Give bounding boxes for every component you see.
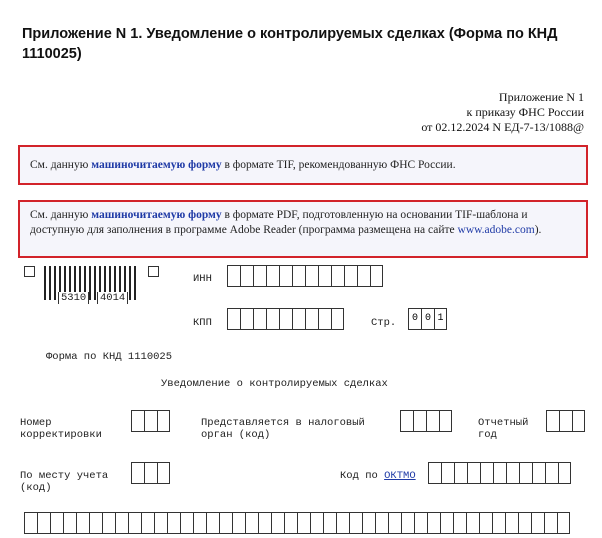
notice-tif-link[interactable]: машиночитаемую форму [91,159,222,171]
page-title: Приложение N 1. Уведомление о контролируемых сделках (Форма по КНД 1110025) [22,26,558,62]
tax-organ-label: Представляется в налоговый орган (код) [201,417,365,441]
page-cells[interactable] [408,308,447,330]
oktmo-cells[interactable] [428,462,571,484]
place-label: По месту учета (код) [20,470,109,494]
page-digit-2: 0 [421,308,434,330]
adobe-site-link[interactable]: www.adobe.com [457,224,535,236]
appendix-line-3: от 02.12.2024 N ЕД-7-13/1088@ [421,120,584,134]
notice-pdf-end: ). [534,224,542,236]
notice-tif-prefix: См. данную [30,159,92,171]
page-digit-3: 1 [434,308,447,330]
form-knd: Форма по КНД 1110025 [46,351,173,363]
kpp-label: КПП [193,317,212,329]
inn-label: ИНН [193,273,212,285]
tax-organ-cells[interactable] [400,410,452,432]
corner-marker-left [24,266,35,277]
notice-pdf-suffix: в формате PDF, подготовленную на основании TIF-шаблона и доступную для заполнения в программе Adobe Reader (программа размещена на сайте [30,209,528,236]
form-heading: Уведомление о контролируемых сделках [161,378,388,390]
place-cells[interactable] [131,462,170,484]
name-cells-row[interactable] [24,512,570,534]
barcode-code-1: 5310 [58,292,89,304]
oktmo-label [340,470,416,482]
inn-cells[interactable] [227,265,383,287]
appendix-line-2: к приказу ФНС России [466,105,584,119]
notice-tif-suffix: в формате TIF, рекомендованную ФНС России. [221,159,456,171]
correction-cells[interactable] [131,410,170,432]
notice-pdf-prefix: См. данную [30,209,92,221]
notice-pdf-box [18,200,588,258]
oktmo-prefix: Код по [340,470,385,482]
appendix-line-1: Приложение N 1 [498,90,584,104]
kpp-cells[interactable] [227,308,344,330]
corner-marker-right [148,266,159,277]
barcode-code-2: 4014 [97,292,128,304]
correction-label: Номер корректировки [20,417,102,441]
year-label: Отчетный год [478,417,529,441]
page-digit-1: 0 [408,308,421,330]
notice-tif-box [18,145,588,185]
oktmo-link[interactable]: ОКТМО [384,470,416,482]
notice-pdf-link[interactable]: машиночитаемую форму [91,209,222,221]
appendix-reference [421,90,584,135]
year-cells[interactable] [546,410,585,432]
page-label: Стр. [371,317,397,329]
